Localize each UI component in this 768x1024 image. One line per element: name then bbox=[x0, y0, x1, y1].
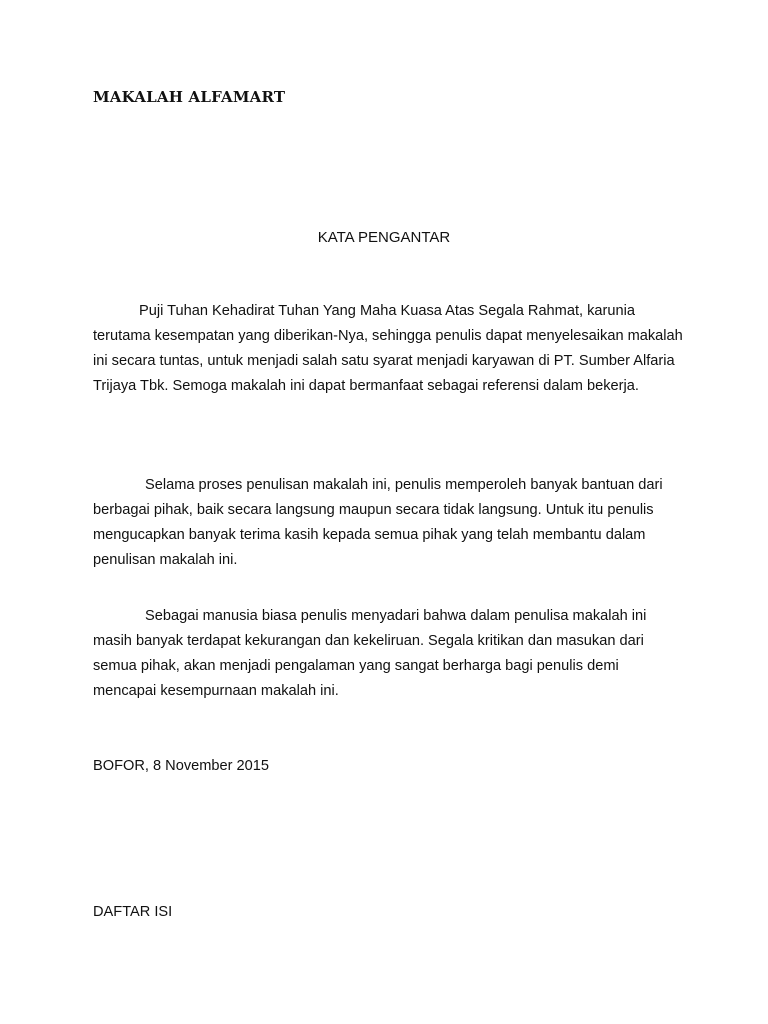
toc-heading: DAFTAR ISI bbox=[93, 904, 173, 920]
paragraph-2: Selama proses penulisan makalah ini, penulis memperoleh banyak bantuan dari berbagai pihak, baik secara langsung maupun secara tidak langsung. Untuk itu penulis mengucapkan banyak terima kasih kepada semua pihak yang telah membantu dalam penulisan makalah ini. bbox=[93, 477, 663, 568]
document-title: MAKALAH ALFAMART bbox=[93, 88, 286, 106]
paragraph-1: Puji Tuhan Kehadirat Tuhan Yang Maha Kuasa Atas Segala Rahmat, karunia terutama kesempatan yang diberikan-Nya, sehingga penulis dapat menyelesaikan makalah ini secara tuntas, untuk menjadi salah satu syarat menjadi karyawan di PT. Sumber Alfaria Trijaya Tbk. Semoga makalah ini dapat bermanfaat sebagai referensi dalam bekerja. bbox=[93, 303, 683, 394]
paragraph-3: Sebagai manusia biasa penulis menyadari bahwa dalam penulisa makalah ini masih banyak terdapat kekurangan dan kekeliruan. Segala kritikan dan masukan dari semua pihak, akan menjadi pengalaman yang sangat berharga bagi penulis demi mencapai kesempurnaan makalah ini. bbox=[93, 608, 647, 699]
place-date: BOFOR, 8 November 2015 bbox=[93, 758, 270, 774]
section-heading-kata-pengantar: KATA PENGANTAR bbox=[317, 229, 451, 246]
